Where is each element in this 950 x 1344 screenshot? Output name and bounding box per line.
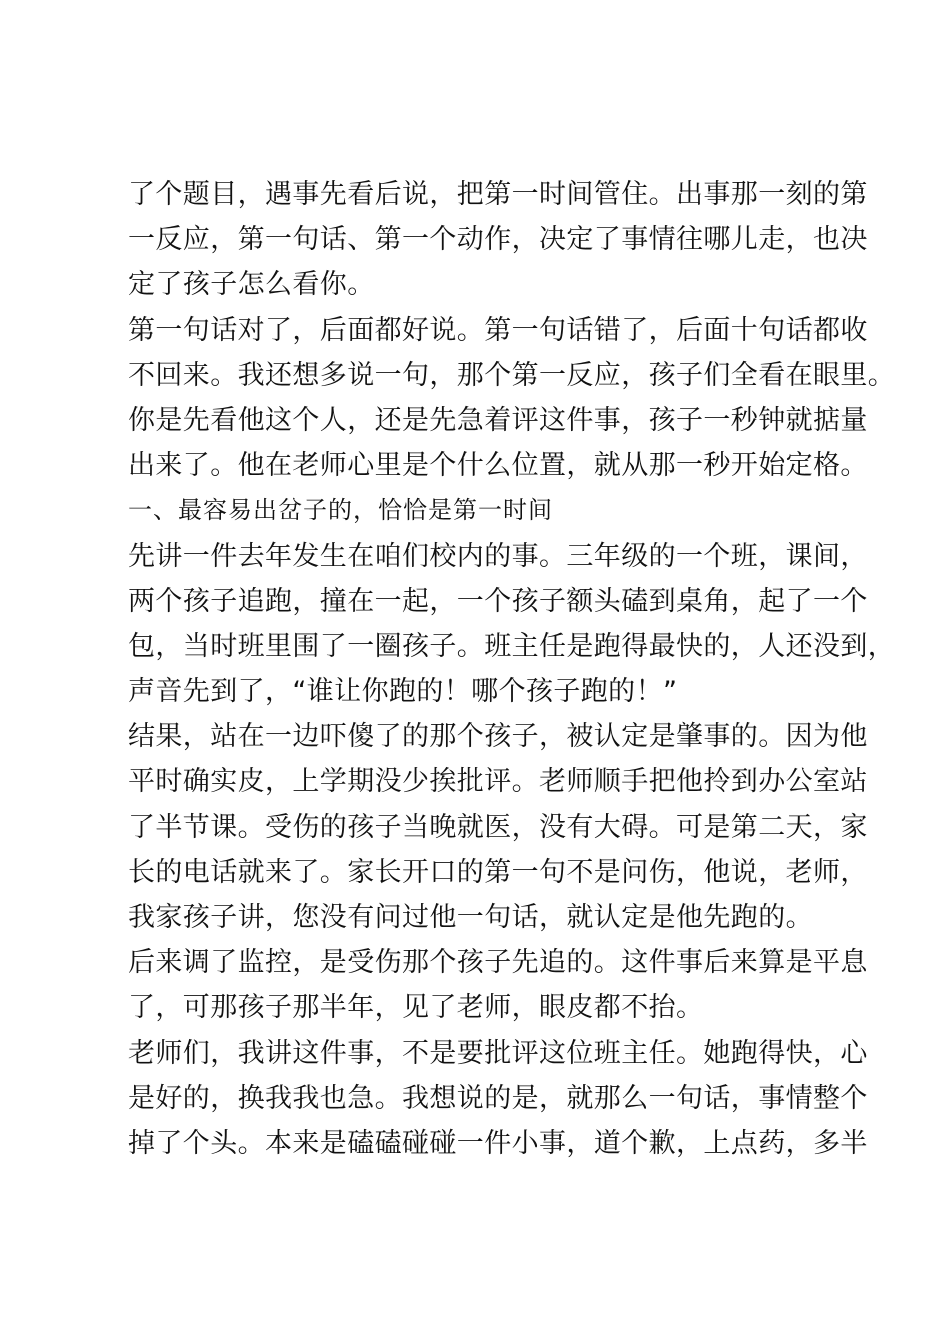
text-line: 我家孩子讲，您没有问过他一句话，就认定是他先跑的。 [128, 902, 813, 933]
section-heading: 一、最容易出岔子的，恰恰是第一时间 [128, 496, 553, 525]
text-line: 掉了个头。本来是磕磕碰碰一件小事，道个歉，上点药，多半 [128, 1127, 868, 1159]
text-line: 结果，站在一边吓傻了的那个孩子，被认定是肇事的。因为他 [128, 721, 868, 753]
text-line: 两个孩子追跑，撞在一起，一个孩子额头磕到桌角，起了一个 [128, 585, 868, 617]
text-line: 第一句话对了，后面都好说。第一句话错了，后面十句话都收 [128, 314, 868, 346]
text-line: 出来了。他在老师心里是个什么位置，就从那一秒开始定格。 [128, 450, 868, 482]
text-line: 是好的，换我我也急。我想说的是，就那么一句话，事情整个 [128, 1082, 868, 1114]
text-line: 定了孩子怎么看你。 [128, 269, 375, 301]
text-line: 一反应，第一句话、第一个动作，决定了事情往哪儿走，也决 [128, 224, 868, 256]
text-line: 平时确实皮，上学期没少挨批评。老师顺手把他拎到办公室站 [128, 766, 868, 798]
text-line: 了，可那孩子那半年，见了老师，眼皮都不抬。 [128, 992, 704, 1024]
text-line: 声音先到了，“谁让你跑的！哪个孩子跑的！” [128, 676, 678, 708]
text-line: 包，当时班里围了一圈孩子。班主任是跑得最快的，人还没到， [128, 630, 896, 662]
document-body [128, 172, 896, 1166]
text-line: 不回来。我还想多说一句，那个第一反应，孩子们全看在眼里。 [128, 359, 896, 391]
text-line: 老师们，我讲这件事，不是要批评这位班主任。她跑得快，心 [128, 1037, 868, 1069]
text-line: 后来调了监控，是受伤那个孩子先追的。这件事后来算是平息 [128, 947, 868, 979]
text-line: 长的电话就来了。家长开口的第一句不是问伤，他说，老师， [128, 856, 868, 888]
text-line: 了个题目，遇事先看后说，把第一时间管住。出事那一刻的第 [128, 179, 868, 210]
text-line: 你是先看他这个人，还是先急着评这件事，孩子一秒钟就掂量 [128, 404, 868, 436]
text-line: 先讲一件去年发生在咱们校内的事。三年级的一个班，课间， [128, 540, 868, 572]
text-line: 了半节课。受伤的孩子当晚就医，没有大碍。可是第二天，家 [128, 811, 868, 843]
